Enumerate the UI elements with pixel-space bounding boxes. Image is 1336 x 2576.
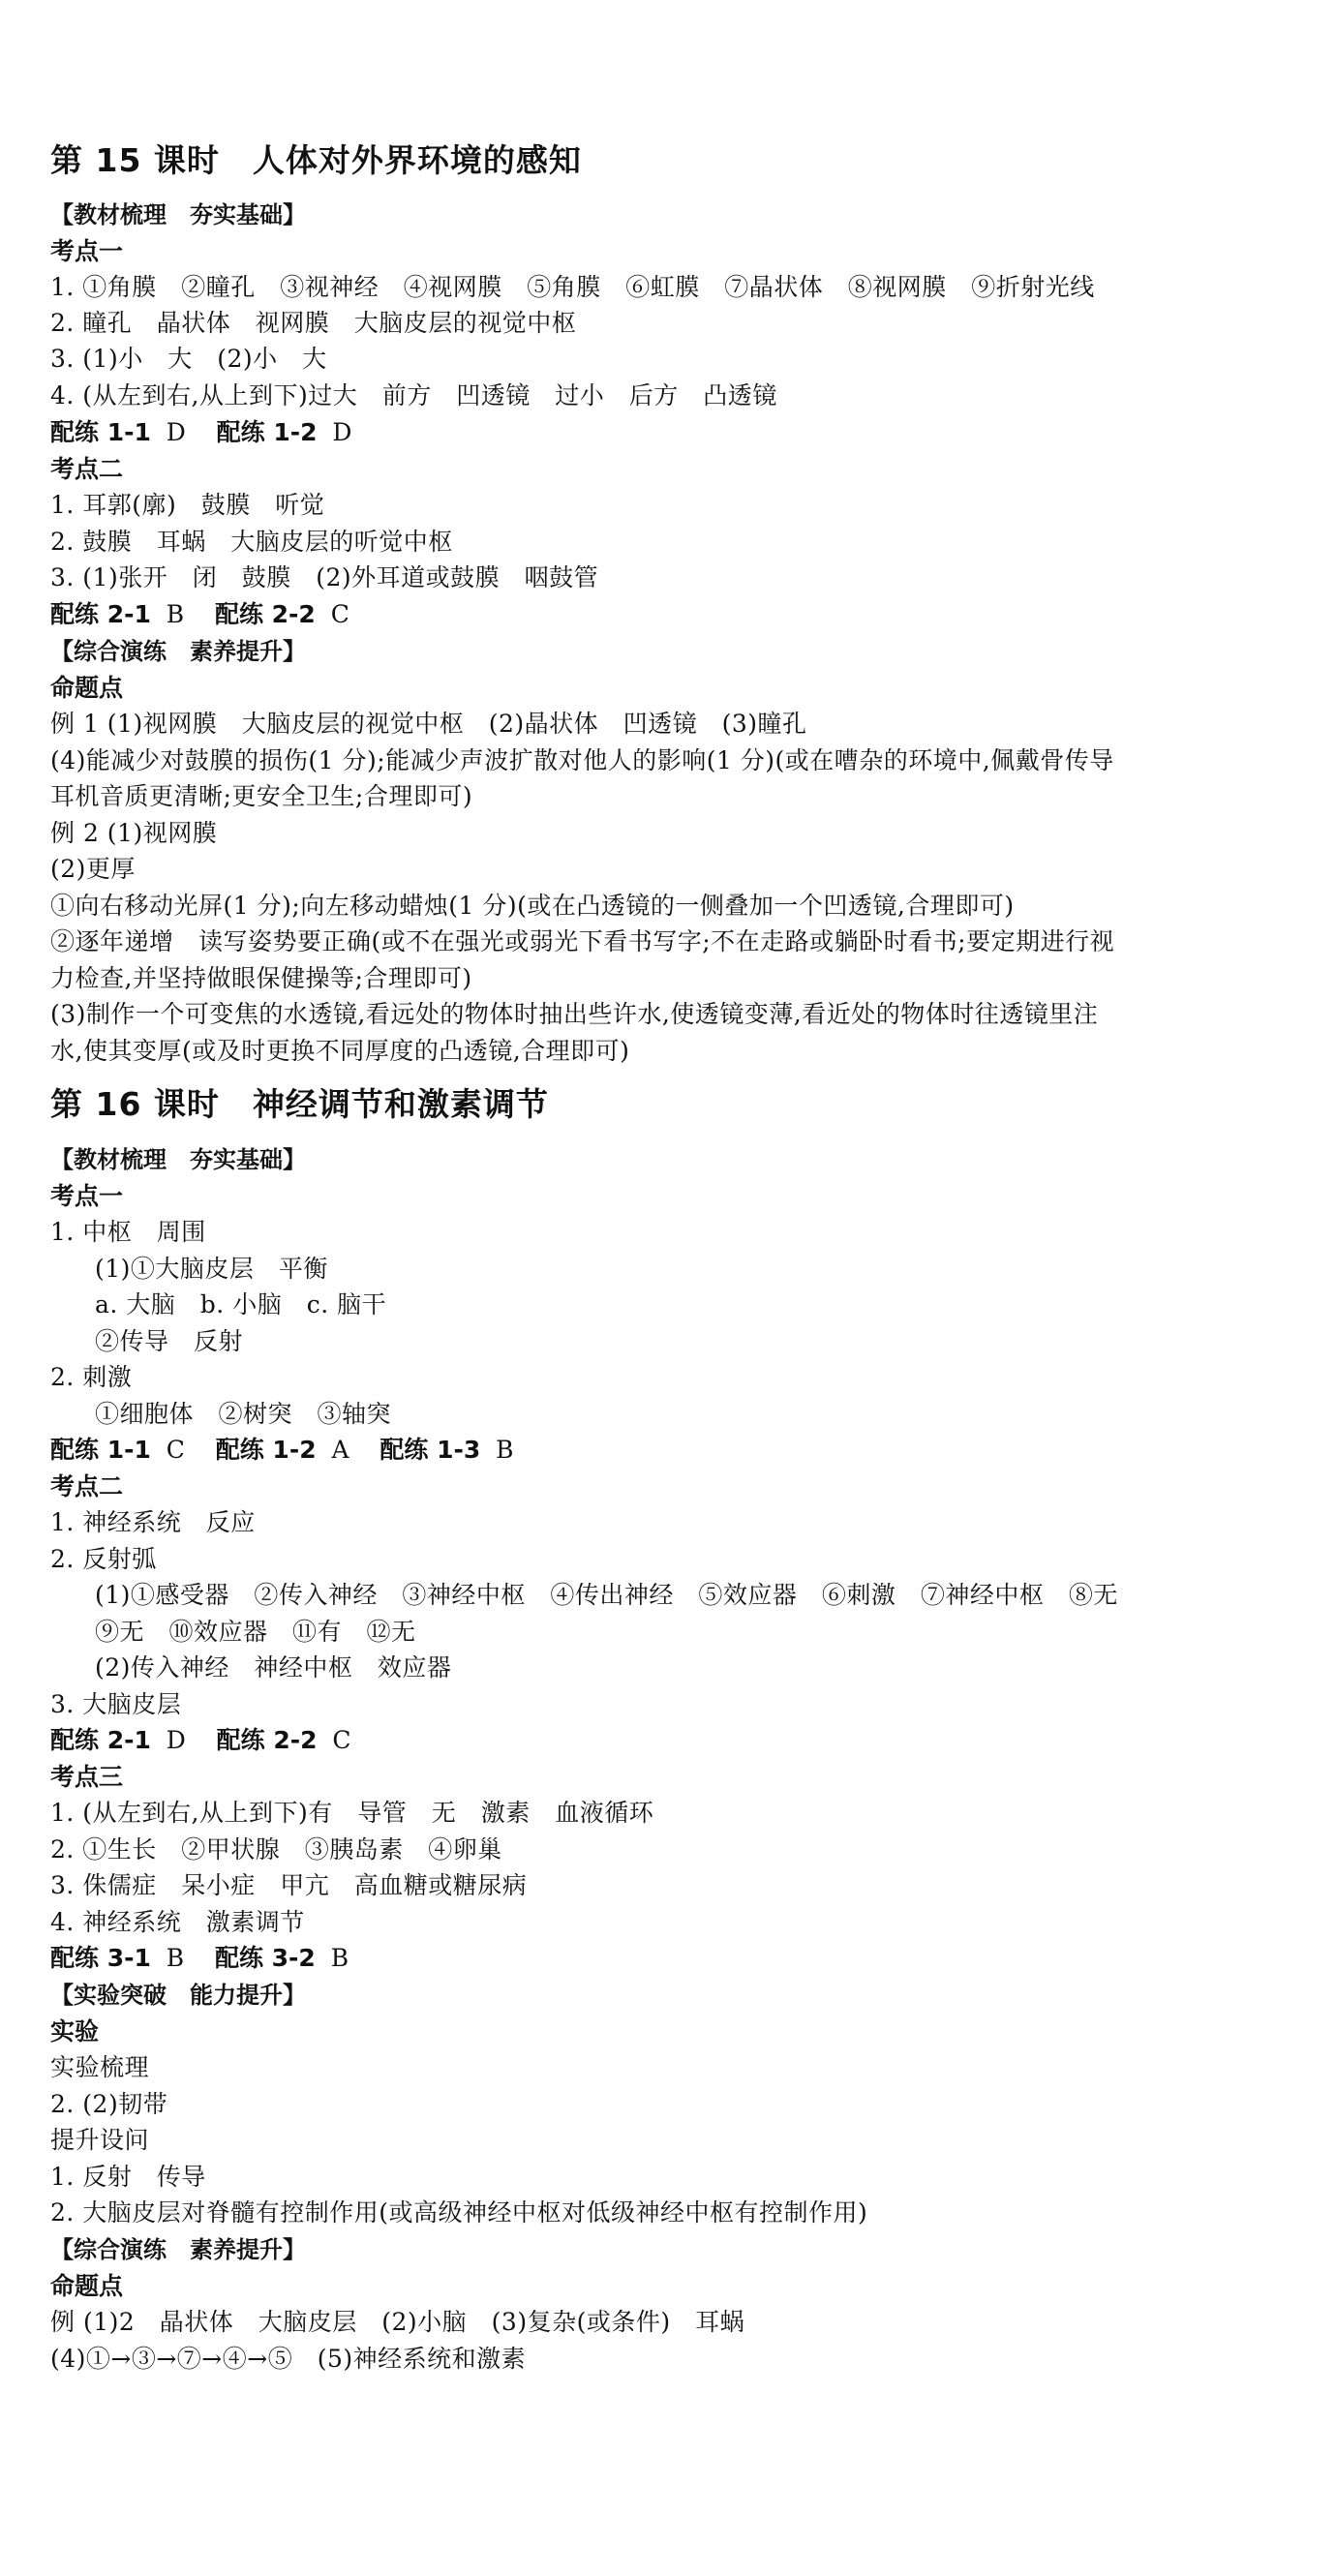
l15-point-2-line-3: 3. (1)张开 闭 鼓膜 (2)外耳道或鼓膜 咽鼓管 bbox=[50, 563, 599, 591]
l15-example-line-10: 水,使其变厚(或及时更换不同厚度的凸透镜,合理即可) bbox=[50, 1037, 630, 1065]
l16-point-3-line-3: 3. 侏儒症 呆小症 甲亢 高血糖或糖尿病 bbox=[50, 1871, 528, 1899]
lesson-16-comprehensive-header: 【综合演练 素养提升】 bbox=[50, 2236, 306, 2263]
practice-label: 配练 2-2 bbox=[216, 1726, 318, 1754]
l16-experiment-line-3: 2. 大脑皮层对脊髓有控制作用(或高级神经中枢对低级神经中枢有控制作用) bbox=[50, 2198, 868, 2227]
practice-answer: A bbox=[331, 1436, 349, 1464]
l16-point-3-line-1: 1. (从左到右,从上到下)有 导管 无 激素 血液循环 bbox=[50, 1799, 654, 1827]
l15-example-line-4: 例 2 (1)视网膜 bbox=[50, 819, 218, 847]
l16-point-1-line-1: 1. 中枢 周围 bbox=[50, 1218, 206, 1246]
l16-practice-row-1 bbox=[50, 1431, 514, 1466]
l15-point-2-line-2: 2. 鼓膜 耳蜗 大脑皮层的听觉中枢 bbox=[50, 528, 453, 556]
l16-point-2-line-4: ⑨无 ⑩效应器 ⑪有 ⑫无 bbox=[95, 1618, 416, 1646]
l16-experiment-label: 实验 bbox=[50, 2017, 100, 2046]
l16-point-1-label: 考点一 bbox=[50, 1182, 124, 1210]
l16-point-1-line-3: a. 大脑 b. 小脑 c. 脑干 bbox=[95, 1290, 387, 1318]
l15-example-line-7: ②逐年递增 读写姿势要正确(或不在强光或弱光下看书写字;不在走路或躺卧时看书;要定期进行视 bbox=[50, 927, 1115, 955]
l16-example-line-2: (4)①→③→⑦→④→⑤ (5)神经系统和激素 bbox=[50, 2345, 527, 2373]
l15-point-1-line-2: 2. 瞳孔 晶状体 视网膜 大脑皮层的视觉中枢 bbox=[50, 309, 577, 337]
practice-answer: D bbox=[332, 418, 352, 446]
l15-practice-row-2 bbox=[50, 595, 349, 630]
l15-point-2-label: 考点二 bbox=[50, 455, 124, 483]
practice-label: 配练 1-2 bbox=[216, 418, 318, 446]
l15-proposition-label: 命题点 bbox=[50, 674, 124, 702]
l15-example-line-2: (4)能减少对鼓膜的损伤(1 分);能减少声波扩散对他人的影响(1 分)(或在嘈杂的环境中,佩戴骨传导 bbox=[50, 746, 1114, 774]
lesson-15-comprehensive-header: 【综合演练 素养提升】 bbox=[50, 638, 306, 665]
l16-proposition-label: 命题点 bbox=[50, 2272, 124, 2300]
l16-experiment-line-1: 2. (2)韧带 bbox=[50, 2090, 168, 2118]
practice-answer: B bbox=[166, 1944, 185, 1972]
practice-label: 配练 1-3 bbox=[380, 1436, 481, 1464]
practice-answer: C bbox=[330, 600, 349, 628]
practice-label: 配练 1-1 bbox=[50, 418, 151, 446]
lesson-15-title: 第 15 课时 人体对外界环境的感知 bbox=[50, 141, 582, 179]
lesson-16-experiment-header: 【实验突破 能力提升】 bbox=[50, 1982, 306, 2009]
l15-example-line-3: 耳机音质更清晰;更安全卫生;合理即可) bbox=[50, 782, 473, 810]
lesson-16-textbook-header: 【教材梳理 夯实基础】 bbox=[50, 1146, 306, 1173]
l16-point-1-line-2: (1)①大脑皮层 平衡 bbox=[95, 1255, 328, 1283]
lesson-16-title: 第 16 课时 神经调节和激素调节 bbox=[50, 1085, 549, 1123]
practice-label: 配练 3-1 bbox=[50, 1944, 151, 1972]
l16-practice-row-3 bbox=[50, 1939, 349, 1974]
practice-label: 配练 1-1 bbox=[50, 1436, 151, 1464]
practice-label: 配练 1-2 bbox=[215, 1436, 317, 1464]
practice-answer: C bbox=[166, 1436, 185, 1464]
l16-experiment-question-label: 提升设问 bbox=[50, 2126, 150, 2154]
l16-point-1-line-5: 2. 刺激 bbox=[50, 1363, 133, 1391]
l15-example-line-8: 力检查,并坚持做眼保健操等;合理即可) bbox=[50, 964, 472, 992]
l16-point-2-line-1: 1. 神经系统 反应 bbox=[50, 1508, 256, 1536]
l15-point-1-line-4: 4. (从左到右,从上到下)过大 前方 凹透镜 过小 后方 凸透镜 bbox=[50, 381, 777, 409]
l16-point-3-label: 考点三 bbox=[50, 1763, 124, 1791]
l16-point-2-line-3: (1)①感受器 ②传入神经 ③神经中枢 ④传出神经 ⑤效应器 ⑥刺激 ⑦神经中枢 ⑧无 bbox=[95, 1581, 1118, 1609]
l16-point-3-line-4: 4. 神经系统 激素调节 bbox=[50, 1908, 305, 1936]
practice-answer: D bbox=[166, 1726, 186, 1754]
lesson-15-textbook-header: 【教材梳理 夯实基础】 bbox=[50, 201, 306, 228]
l16-point-2-line-5: (2)传入神经 神经中枢 效应器 bbox=[95, 1653, 452, 1682]
l15-practice-row-1 bbox=[50, 413, 351, 448]
l16-practice-row-2 bbox=[50, 1721, 351, 1756]
l16-point-1-line-4: ②传导 反射 bbox=[95, 1327, 244, 1355]
practice-answer: D bbox=[166, 418, 186, 446]
practice-label: 配练 2-1 bbox=[50, 1726, 151, 1754]
l16-experiment-review-label: 实验梳理 bbox=[50, 2053, 150, 2081]
l15-example-line-6: ①向右移动光屏(1 分);向左移动蜡烛(1 分)(或在凸透镜的一侧叠加一个凹透镜,合理即可) bbox=[50, 892, 1015, 920]
l16-point-2-line-2: 2. 反射弧 bbox=[50, 1545, 157, 1573]
l15-point-2-line-1: 1. 耳郭(廓) 鼓膜 听觉 bbox=[50, 491, 325, 519]
practice-answer: B bbox=[330, 1944, 349, 1972]
practice-answer: C bbox=[332, 1726, 351, 1754]
l16-point-2-label: 考点二 bbox=[50, 1472, 124, 1500]
l16-point-3-line-2: 2. ①生长 ②甲状腺 ③胰岛素 ④卵巢 bbox=[50, 1835, 502, 1864]
l15-point-1-line-3: 3. (1)小 大 (2)小 大 bbox=[50, 345, 327, 373]
practice-answer: B bbox=[166, 600, 185, 628]
l16-experiment-line-2: 1. 反射 传导 bbox=[50, 2163, 206, 2191]
l15-example-line-9: (3)制作一个可变焦的水透镜,看远处的物体时抽出些许水,使透镜变薄,看近处的物体时往透镜里注 bbox=[50, 1000, 1099, 1028]
l16-example-line-1: 例 (1)2 晶状体 大脑皮层 (2)小脑 (3)复杂(或条件) 耳蜗 bbox=[50, 2308, 745, 2336]
l16-point-1-line-6: ①细胞体 ②树突 ③轴突 bbox=[95, 1400, 392, 1428]
l15-point-1-line-1: 1. ①角膜 ②瞳孔 ③视神经 ④视网膜 ⑤角膜 ⑥虹膜 ⑦晶状体 ⑧视网膜 ⑨折射光线 bbox=[50, 273, 1095, 301]
l16-point-2-line-6: 3. 大脑皮层 bbox=[50, 1690, 182, 1718]
l15-point-1-label: 考点一 bbox=[50, 237, 124, 265]
practice-label: 配练 2-1 bbox=[50, 600, 151, 628]
l15-example-line-1: 例 1 (1)视网膜 大脑皮层的视觉中枢 (2)晶状体 凹透镜 (3)瞳孔 bbox=[50, 710, 807, 738]
practice-answer: B bbox=[496, 1436, 514, 1464]
practice-label: 配练 2-2 bbox=[214, 600, 316, 628]
practice-label: 配练 3-2 bbox=[214, 1944, 316, 1972]
l15-example-line-5: (2)更厚 bbox=[50, 855, 136, 883]
